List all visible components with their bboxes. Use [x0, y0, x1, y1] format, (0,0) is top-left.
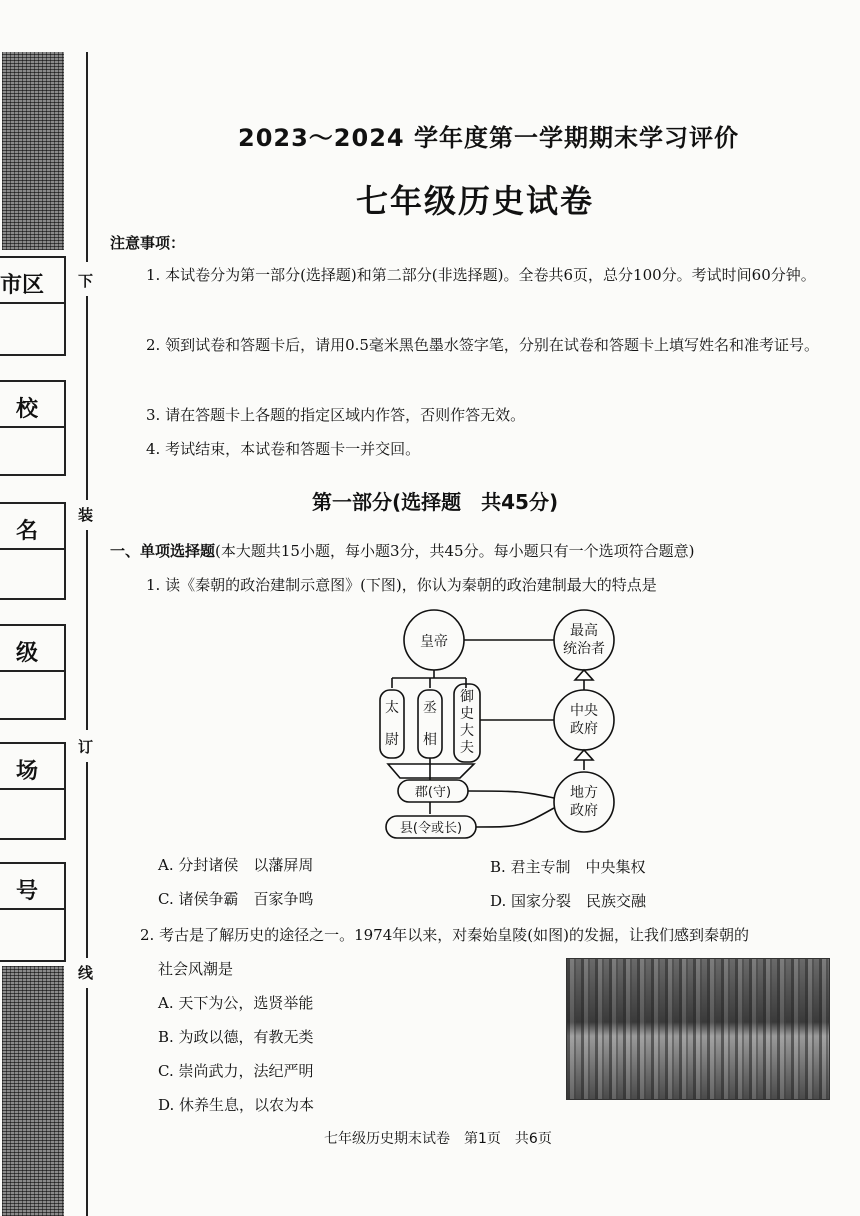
q2-option-a[interactable]: A. 天下为公，选贤举能	[158, 994, 314, 1012]
field-class-label: 级	[16, 641, 39, 666]
taiwei-char-1: 太	[385, 700, 399, 716]
binding-line-3	[86, 530, 88, 730]
binding-line-5	[86, 988, 88, 1216]
field-room	[0, 742, 66, 840]
taiwei-char-2: 尉	[385, 732, 399, 748]
field-district	[0, 256, 66, 356]
binding-line-4	[86, 762, 88, 958]
yushi-char-1: 御	[460, 689, 474, 705]
field-class	[0, 624, 66, 720]
field-number	[0, 862, 66, 962]
yushi-char-2: 史	[460, 706, 474, 722]
q2-option-b[interactable]: B. 为政以德，有教无类	[158, 1028, 314, 1046]
supreme-node	[554, 610, 614, 670]
q1-option-a[interactable]: A. 分封诸侯 以藩屏周	[158, 856, 314, 874]
field-district-label: 市区	[0, 273, 45, 298]
q1-option-d[interactable]: D. 国家分裂 民族交融	[490, 892, 647, 910]
local-label-1: 地方	[570, 785, 598, 801]
q2-option-d[interactable]: D. 休养生息，以农为本	[158, 1096, 315, 1114]
local-node	[554, 772, 614, 832]
field-room-label: 场	[16, 759, 39, 784]
q1-stem: 1. 读《秦朝的政治建制示意图》(下图)，你认为秦朝的政治建制最大的特点是	[146, 576, 657, 594]
q1-option-c[interactable]: C. 诸侯争霸 百家争鸣	[158, 890, 314, 908]
question-group-heading-bold: 一、单项选择题	[110, 542, 216, 560]
note-4: 4. 考试结束，本试卷和答题卡一并交回。	[146, 440, 421, 458]
emperor-label: 皇帝	[420, 634, 448, 650]
xian-label: 县(令或长)	[399, 821, 463, 836]
binding-mark-xian: 线	[78, 964, 94, 982]
question-group-heading	[110, 540, 694, 561]
note-3: 3. 请在答题卡上各题的指定区域内作答，否则作答无效。	[146, 406, 526, 424]
binding-line-1	[86, 52, 88, 262]
yushi-char-3: 大	[460, 723, 474, 739]
central-label-1: 中央	[570, 703, 598, 719]
central-node	[554, 690, 614, 750]
binding-noise-bottom	[2, 966, 64, 1216]
page-footer: 七年级历史期末试卷 第1页 共6页	[324, 1131, 552, 1147]
supreme-label-2: 统治者	[563, 641, 605, 657]
exam-subtitle: 七年级历史试卷	[356, 182, 595, 220]
terracotta-army-photo	[566, 958, 830, 1100]
q1-option-b[interactable]: B. 君主专制 中央集权	[490, 858, 646, 876]
q2-stem: 2. 考古是了解历史的途径之一。1974年以来，对秦始皇陵(如图)的发掘，让我们感到秦朝的	[140, 926, 749, 944]
question-group-heading-rest: (本大题共15小题，每小题3分，共45分。每小题只有一个选项符合题意)	[215, 542, 695, 560]
yushi-char-4: 夫	[460, 740, 474, 756]
field-name-label: 名	[16, 519, 39, 544]
central-label-2: 政府	[570, 721, 598, 737]
binding-mark-xia: 下	[78, 272, 94, 290]
field-name	[0, 502, 66, 600]
q2-option-c[interactable]: C. 崇尚武力，法纪严明	[158, 1062, 314, 1080]
local-label-2: 政府	[570, 803, 598, 819]
note-1: 1. 本试卷分为第一部分(选择题)和第二部分(非选择题)。全卷共6页，总分100分。考试时间60分钟。	[146, 266, 816, 284]
field-school-label: 校	[16, 397, 39, 422]
chengxiang-char-2: 相	[423, 732, 437, 748]
chengxiang-char-1: 丞	[423, 700, 437, 716]
section-title: 第一部分(选择题 共45分)	[312, 490, 559, 514]
supreme-label-1: 最高	[570, 623, 598, 639]
binding-mark-zhuang: 装	[78, 506, 94, 524]
field-number-label: 号	[16, 879, 39, 904]
field-school	[0, 380, 66, 476]
qin-political-diagram	[370, 608, 630, 844]
binding-line-2	[86, 296, 88, 500]
note-2: 2. 领到试卷和答题卡后，请用0.5毫米黑色墨水签字笔，分别在试卷和答题卡上填写姓名和准考证号。	[146, 336, 819, 354]
jun-label: 郡(守)	[414, 785, 452, 800]
q2-stem-continued: 社会风潮是	[158, 960, 234, 978]
binding-noise-top	[2, 52, 64, 250]
exam-title: 2023～2024 学年度第一学期期末学习评价	[238, 124, 739, 152]
binding-mark-ding: 订	[78, 738, 94, 756]
notes-title: 注意事项：	[110, 234, 186, 252]
